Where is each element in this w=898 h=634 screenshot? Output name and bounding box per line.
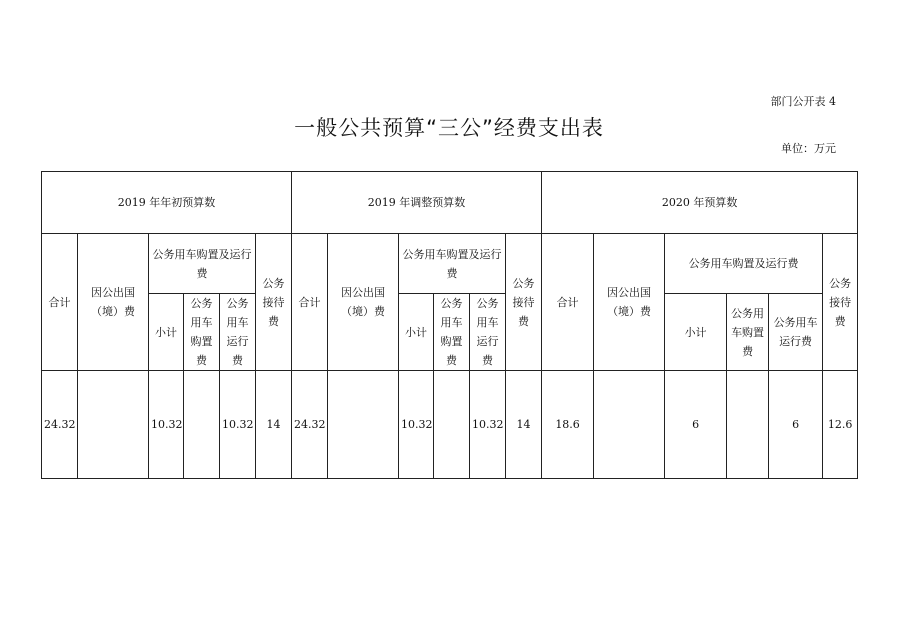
unit-label: 单位：万元 [781, 142, 836, 155]
value-total: 18.6 [542, 371, 594, 479]
header-abroad: 因公出国（境）费 [78, 234, 149, 371]
header-total: 合计 [42, 234, 78, 371]
value-subtotal: 6 [665, 371, 727, 479]
header-subtotal: 小计 [149, 294, 184, 371]
sub-header-row [42, 294, 858, 371]
header-abroad: 因公出国（境）费 [328, 234, 399, 371]
header-subtotal: 小计 [399, 294, 434, 371]
value-total: 24.32 [42, 371, 78, 479]
table-row [42, 371, 858, 479]
value-reception: 12.6 [823, 371, 858, 479]
header-vehicle: 公务用车购置及运行费 [149, 234, 256, 294]
value-subtotal: 10.32 [149, 371, 184, 479]
value-subtotal: 10.32 [399, 371, 434, 479]
value-purchase [434, 371, 470, 479]
value-running: 10.32 [220, 371, 256, 479]
page-title: 一般公共预算“三公”经费支出表 [294, 116, 604, 140]
header-reception: 公务接待费 [256, 234, 292, 371]
header-reception: 公务接待费 [506, 234, 542, 371]
header-abroad: 因公出国（境）费 [594, 234, 665, 371]
header-purchase: 公务用车购置费 [434, 294, 470, 371]
value-purchase [727, 371, 769, 479]
period-header: 2019 年调整预算数 [292, 172, 542, 234]
value-abroad [328, 371, 399, 479]
value-total: 24.32 [292, 371, 328, 479]
header-total: 合计 [542, 234, 594, 371]
header-running: 公务用车运行费 [470, 294, 506, 371]
header-vehicle: 公务用车购置及运行费 [665, 234, 823, 294]
value-reception: 14 [256, 371, 292, 479]
header-reception: 公务接待费 [823, 234, 858, 371]
header-subtotal: 小计 [665, 294, 727, 371]
value-reception: 14 [506, 371, 542, 479]
header-running: 公务用车运行费 [220, 294, 256, 371]
column-header-row [42, 234, 858, 294]
header-running: 公务用车运行费 [769, 294, 823, 371]
budget-table [41, 171, 858, 479]
value-running: 10.32 [470, 371, 506, 479]
period-header-row [42, 172, 858, 234]
header-purchase: 公务用车购置费 [184, 294, 220, 371]
period-header: 2020 年预算数 [542, 172, 858, 234]
header-total: 合计 [292, 234, 328, 371]
value-abroad [594, 371, 665, 479]
header-vehicle: 公务用车购置及运行费 [399, 234, 506, 294]
value-running: 6 [769, 371, 823, 479]
period-header: 2019 年年初预算数 [42, 172, 292, 234]
value-purchase [184, 371, 220, 479]
header-purchase: 公务用车购置费 [727, 294, 769, 371]
form-number: 部门公开表 4 [770, 95, 836, 108]
value-abroad [78, 371, 149, 479]
